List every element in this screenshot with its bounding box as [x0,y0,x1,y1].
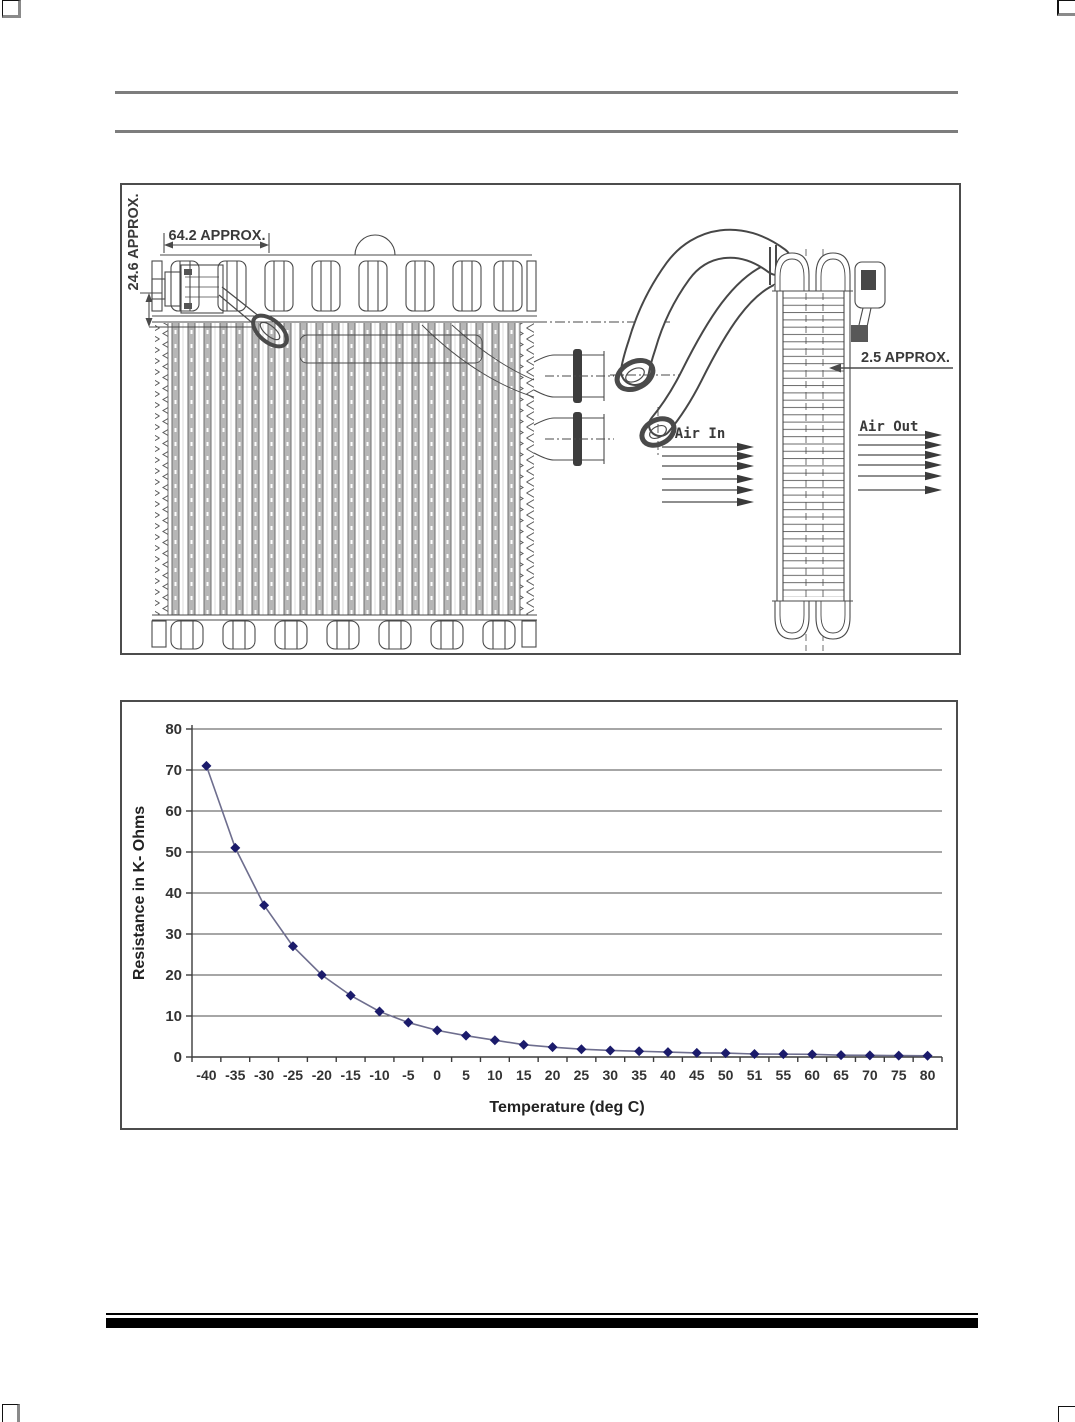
data-point-marker [865,1050,875,1060]
y-tick-label: 0 [173,1049,182,1066]
y-tick-label: 40 [165,885,182,902]
crop-mark-bottom-left [2,1404,20,1422]
dim-height-label: 24.6 APPROX. [126,193,142,291]
air-out-label: Air Out [859,419,919,435]
x-tick-label: 15 [515,1067,532,1083]
data-point-marker [576,1044,586,1054]
data-point-marker [836,1050,846,1060]
data-point-marker [807,1049,817,1059]
sensor-bracket [851,262,885,342]
x-tick-label: -40 [196,1067,217,1083]
data-point-marker [259,900,269,910]
dim-width [164,228,269,253]
x-tick-label: 45 [689,1067,705,1083]
x-tick-label: 55 [775,1067,792,1083]
crop-mark-top-right [1057,0,1075,16]
air-in-label: Air In [674,426,726,442]
x-tick-label: 75 [890,1067,907,1083]
data-point-marker [230,843,240,853]
x-tick-label: 50 [717,1067,734,1083]
header-rule [115,130,958,133]
x-tick-label: 51 [746,1067,763,1083]
bottom-band [152,615,537,649]
data-point-marker [461,1031,471,1041]
thermistor-chart-panel [120,700,958,1130]
gridlines [192,729,942,1016]
x-tick-label: 80 [919,1067,936,1083]
side-core-fins [783,295,844,597]
y-tick-label: 20 [165,967,182,984]
x-tick-label: 40 [660,1067,676,1083]
x-tick-label: 35 [631,1067,647,1083]
pipe-stub-lower [534,412,614,466]
evaporator-drawing [122,185,959,653]
crop-mark-top-left [2,0,21,18]
y-tick-label: 50 [165,844,182,861]
x-tick-label: 20 [544,1067,561,1083]
x-tick-label: -30 [253,1067,275,1083]
data-point-marker [634,1046,644,1056]
x-tick-label: -10 [369,1067,390,1083]
x-tick-label: 25 [573,1067,590,1083]
footer-rule-thin [106,1313,978,1315]
crop-mark-bottom-right [1058,1406,1075,1422]
air-in-arrows [662,443,754,506]
y-tick-label: 30 [165,926,182,943]
data-point-marker [548,1042,558,1052]
evaporator-figure-panel [120,183,961,655]
data-point-marker [923,1051,933,1061]
dim-fin-pitch-label: 2.5 APPROX. [861,350,950,366]
data-point-marker [605,1045,615,1055]
x-tick-label: 0 [433,1067,442,1083]
sensor-connector [152,265,223,313]
y-tick-label: 60 [165,803,182,820]
footer-rule-thick [106,1318,978,1328]
x-tick-label: 60 [804,1067,820,1083]
x-tick-label: -15 [340,1067,361,1083]
core-fins [168,323,520,615]
x-tick-label: 10 [487,1067,503,1083]
x-tick-label: -25 [282,1067,304,1083]
data-point-marker [894,1051,904,1061]
x-tick-label: -35 [225,1067,246,1083]
resistance-curve [206,766,927,1056]
x-tick-label: -20 [311,1067,332,1083]
inlet-pipe [610,244,777,457]
x-tick-label: -5 [402,1067,415,1083]
data-point-marker [346,991,356,1001]
axis-tick-labels [165,721,935,1083]
y-tick-label: 80 [165,721,182,738]
x-tick-label: 30 [602,1067,619,1083]
fin-zigzag-right [520,323,534,615]
y-axis-title: Resistance in K- Ohms [131,805,148,981]
data-point-marker [519,1040,529,1050]
y-tick-label: 70 [165,762,182,779]
evaporator-side-view [610,244,953,651]
data-point-marker [663,1047,673,1057]
y-tick-label: 10 [165,1008,182,1025]
header-clamps [171,261,522,311]
pipe-stub-upper [534,349,614,403]
data-point-marker [432,1025,442,1035]
dim-width-label: 64.2 APPROX. [168,228,266,244]
resistance-vs-temperature-chart [122,702,956,1128]
data-point-marker [490,1035,500,1045]
data-point-marker [375,1006,385,1016]
x-tick-label: 5 [462,1067,470,1083]
evaporator-front-view [126,194,670,649]
bottom-tanks [775,601,850,639]
fin-zigzag-left [155,323,168,615]
x-axis-title: Temperature (deg C) [489,1099,645,1116]
air-out-arrows [858,431,942,494]
header-bridge [355,235,395,255]
x-tick-label: 65 [833,1067,849,1083]
x-tick-label: 70 [862,1067,878,1083]
data-point-marker [403,1018,413,1028]
data-point-marker [201,761,211,771]
header-rule [115,91,958,94]
